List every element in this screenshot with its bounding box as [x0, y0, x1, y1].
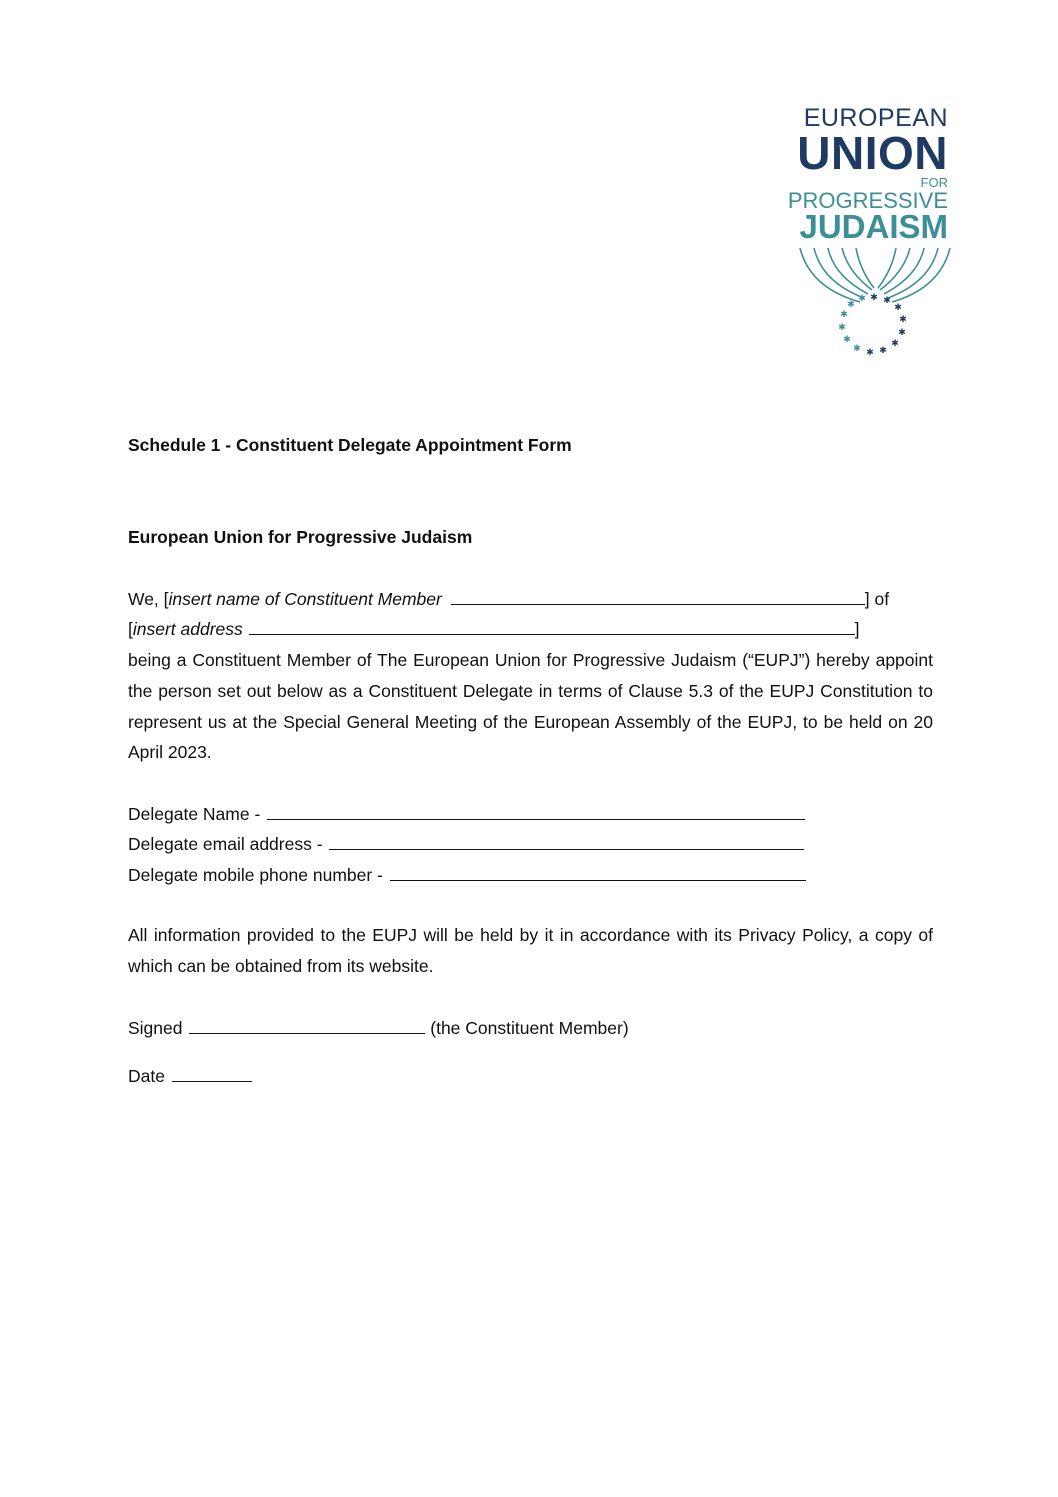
delegate-email-field[interactable] [329, 848, 804, 850]
svg-text:✱: ✱ [853, 344, 861, 354]
svg-text:✱: ✱ [840, 310, 848, 320]
svg-text:✱: ✱ [883, 296, 891, 306]
signed-label: Signed [128, 1018, 183, 1038]
svg-text:✱: ✱ [879, 346, 887, 356]
date-row [128, 1068, 252, 1086]
member-name-placeholder: insert name of Constituent Member [168, 589, 442, 609]
svg-text:✱: ✱ [891, 339, 899, 349]
svg-text:✱: ✱ [843, 335, 851, 345]
svg-text:✱: ✱ [898, 328, 906, 338]
address-placeholder: insert address [132, 619, 243, 639]
date-field[interactable] [172, 1080, 252, 1082]
svg-text:✱: ✱ [899, 315, 907, 325]
appointment-paragraph [128, 645, 933, 768]
intro-member-close: ] of [864, 589, 890, 609]
paragraph-line: the person set out below as a Constituent Delegate in terms of Clause 5.3 of the EUPJ Constitution to [128, 680, 933, 701]
delegate-name-label: Delegate Name - [128, 804, 261, 824]
signature-row [128, 1020, 629, 1038]
signed-suffix: (the Constituent Member) [430, 1018, 629, 1038]
eupj-logo [787, 100, 960, 370]
organisation-name: European Union for Progressive Judaism [128, 527, 473, 547]
delegate-name-row [128, 806, 805, 824]
intro-address-open: [ [128, 619, 133, 639]
intro-address-close: ] [854, 619, 860, 639]
paragraph-line: which can be obtained from its website. [128, 955, 434, 976]
svg-text:✱: ✱ [870, 293, 878, 303]
address-field[interactable] [249, 633, 855, 635]
logo-line-for: FOR [920, 175, 948, 190]
intro-address-line [128, 621, 860, 639]
signature-field[interactable] [189, 1032, 425, 1034]
privacy-paragraph [128, 920, 933, 982]
member-name-field[interactable] [451, 603, 865, 605]
logo-emblem-icon [790, 240, 960, 365]
svg-text:✱: ✱ [847, 300, 855, 310]
svg-text:✱: ✱ [858, 294, 866, 304]
delegate-phone-label: Delegate mobile phone number - [128, 865, 383, 885]
svg-text:✱: ✱ [838, 323, 846, 333]
paragraph-line: being a Constituent Member of The European Union for Progressive Judaism (“EUPJ”) hereby appoint [128, 650, 933, 670]
paragraph-line: represent us at the Special General Meeting of the European Assembly of the EUPJ, to be held on 20 [128, 711, 933, 732]
paragraph-line: April 2023. [128, 742, 212, 763]
logo-line-union: UNION [797, 127, 948, 179]
date-label: Date [128, 1066, 165, 1086]
logo-line-judaism: JUDAISM [799, 208, 948, 245]
delegate-name-field[interactable] [267, 818, 805, 820]
logo-line-progressive: PROGRESSIVE [787, 188, 948, 213]
delegate-phone-field[interactable] [390, 879, 806, 881]
intro-we: We, [ [128, 589, 169, 609]
svg-text:✱: ✱ [894, 303, 902, 313]
delegate-phone-row [128, 867, 806, 885]
svg-text:✱: ✱ [866, 348, 874, 358]
logo-line-european: EUROPEAN [803, 104, 948, 132]
form-heading: Schedule 1 - Constituent Delegate Appointment Form [128, 435, 572, 455]
intro-member-line [128, 591, 889, 609]
paragraph-line: All information provided to the EUPJ will be held by it in accordance with its Privacy Policy, a copy of [128, 925, 933, 945]
delegate-email-row [128, 836, 804, 854]
delegate-email-label: Delegate email address - [128, 834, 323, 854]
